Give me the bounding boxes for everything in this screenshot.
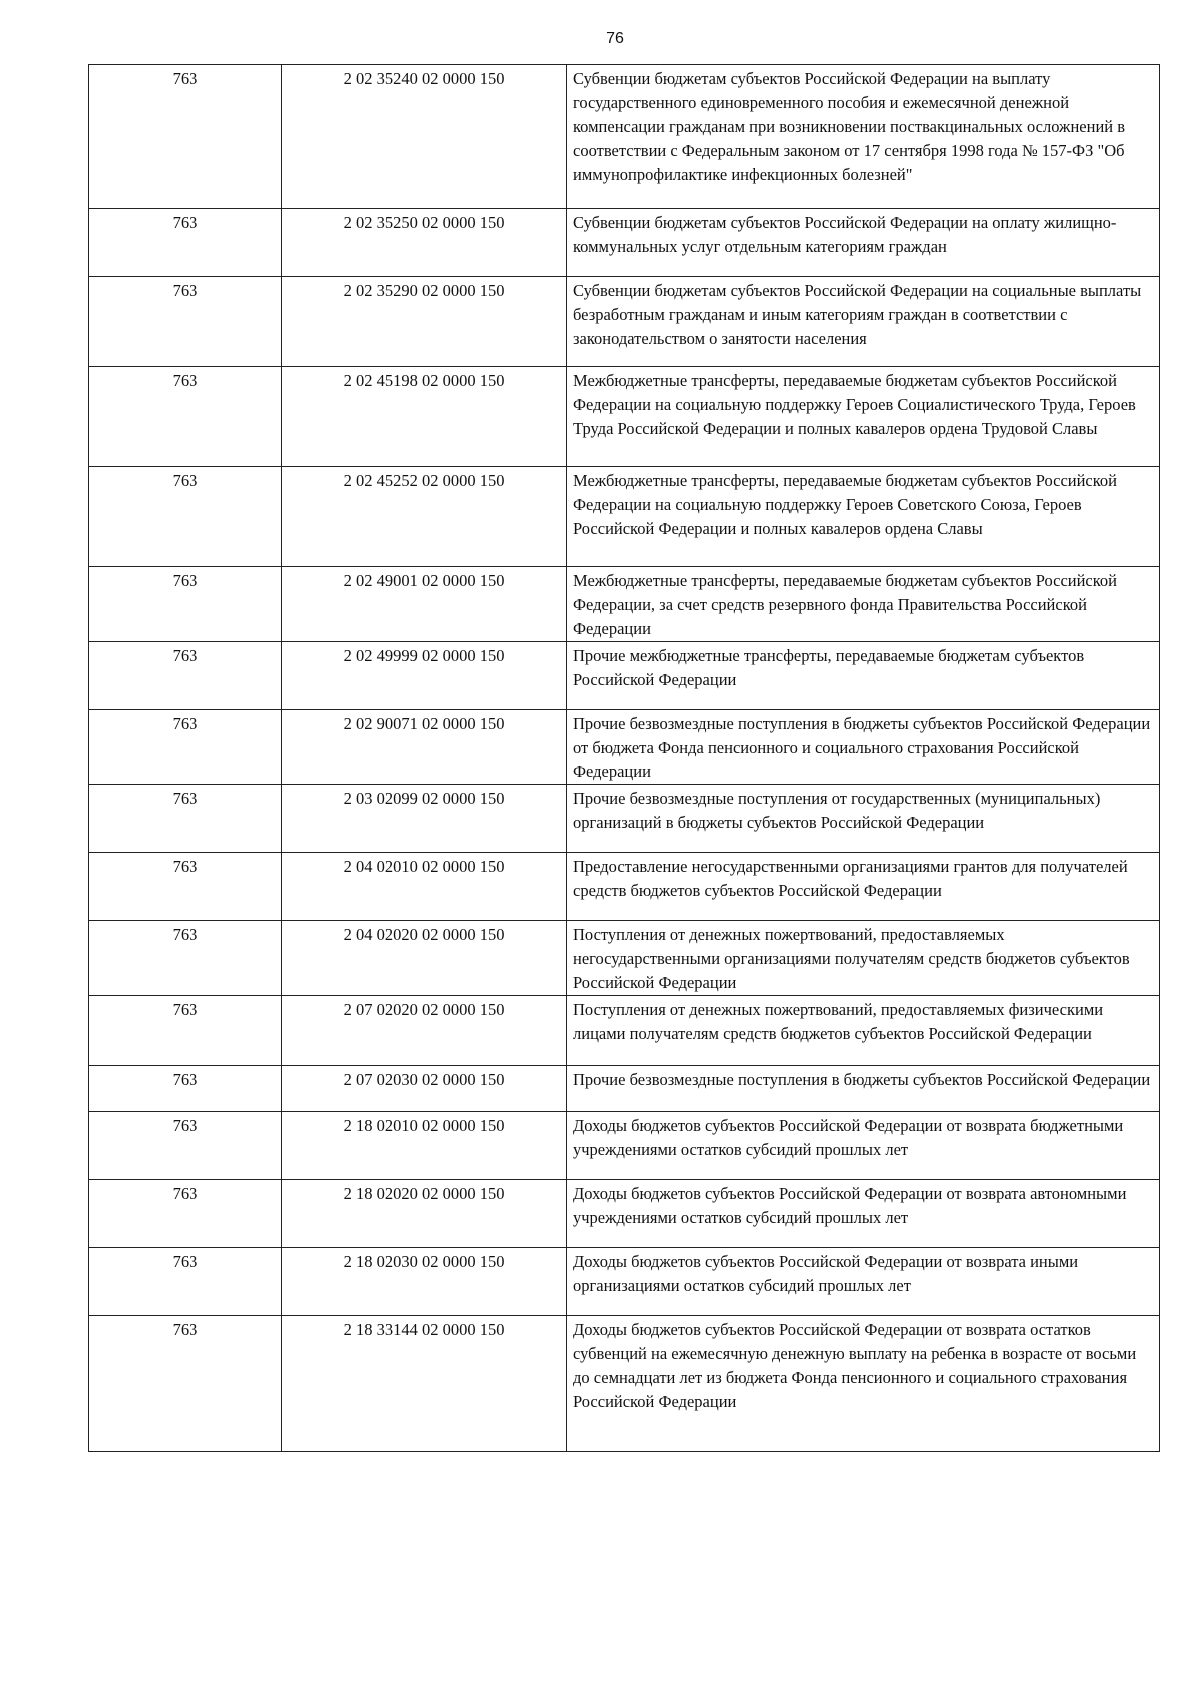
- admin-code-cell: 763: [89, 853, 282, 921]
- income-name-cell: Межбюджетные трансферты, передаваемые бюджетам субъектов Российской Федерации на социальную поддержку Героев Советского Союза, Героев Российской Федерации и полных кавалеров ордена Славы: [567, 467, 1160, 567]
- table-row: [89, 209, 1160, 277]
- admin-code-cell: 763: [89, 710, 282, 785]
- budget-code-cell: 2 04 02010 02 0000 150: [282, 853, 567, 921]
- table-row: [89, 567, 1160, 642]
- income-name-cell: Доходы бюджетов субъектов Российской Федерации от возврата бюджетными учреждениями остатков субсидий прошлых лет: [567, 1112, 1160, 1180]
- budget-code-cell: 2 02 35250 02 0000 150: [282, 209, 567, 277]
- admin-code-cell: 763: [89, 467, 282, 567]
- admin-code-cell: 763: [89, 1316, 282, 1452]
- budget-code-cell: 2 07 02020 02 0000 150: [282, 996, 567, 1066]
- budget-code-cell: 2 02 45252 02 0000 150: [282, 467, 567, 567]
- table-row: [89, 467, 1160, 567]
- income-name-cell: Предоставление негосударственными организациями грантов для получателей средств бюджетов субъектов Российской Федерации: [567, 853, 1160, 921]
- table-row: [89, 1066, 1160, 1112]
- table-row: [89, 367, 1160, 467]
- admin-code-cell: 763: [89, 567, 282, 642]
- budget-code-cell: 2 07 02030 02 0000 150: [282, 1066, 567, 1112]
- table-body: [89, 65, 1160, 1452]
- table-row: [89, 642, 1160, 710]
- admin-code-cell: 763: [89, 1248, 282, 1316]
- table-row: [89, 853, 1160, 921]
- income-name-cell: Доходы бюджетов субъектов Российской Федерации от возврата автономными учреждениями остатков субсидий прошлых лет: [567, 1180, 1160, 1248]
- admin-code-cell: 763: [89, 65, 282, 209]
- admin-code-cell: 763: [89, 1066, 282, 1112]
- income-name-cell: Прочие безвозмездные поступления в бюджеты субъектов Российской Федерации от бюджета Фонда пенсионного и социального страхования Российской Федерации: [567, 710, 1160, 785]
- budget-code-cell: 2 02 35290 02 0000 150: [282, 277, 567, 367]
- budget-code-cell: 2 18 02010 02 0000 150: [282, 1112, 567, 1180]
- table-row: [89, 65, 1160, 209]
- admin-code-cell: 763: [89, 209, 282, 277]
- admin-code-cell: 763: [89, 277, 282, 367]
- budget-code-cell: 2 02 45198 02 0000 150: [282, 367, 567, 467]
- table-row: [89, 921, 1160, 996]
- income-name-cell: Субвенции бюджетам субъектов Российской Федерации на оплату жилищно-коммунальных услуг отдельным категориям граждан: [567, 209, 1160, 277]
- table-row: [89, 277, 1160, 367]
- admin-code-cell: 763: [89, 1180, 282, 1248]
- budget-code-cell: 2 02 49001 02 0000 150: [282, 567, 567, 642]
- budget-code-cell: 2 02 90071 02 0000 150: [282, 710, 567, 785]
- budget-code-cell: 2 03 02099 02 0000 150: [282, 785, 567, 853]
- income-name-cell: Субвенции бюджетам субъектов Российской Федерации на выплату государственного единовременного пособия и ежемесячной денежной компенсации гражданам при возникновении поствакцинальных осложнений в соответствии с Федеральным законом от 17 сентября 1998 года № 157-ФЗ "Об иммунопрофилактике инфекционных болезней": [567, 65, 1160, 209]
- page-number: 76: [606, 30, 624, 47]
- table-row: [89, 1112, 1160, 1180]
- table-row: [89, 710, 1160, 785]
- table-row: [89, 1180, 1160, 1248]
- table-row: [89, 1316, 1160, 1452]
- table-row: [89, 1248, 1160, 1316]
- budget-code-cell: 2 04 02020 02 0000 150: [282, 921, 567, 996]
- table-row: [89, 785, 1160, 853]
- budget-code-cell: 2 18 02030 02 0000 150: [282, 1248, 567, 1316]
- admin-code-cell: 763: [89, 367, 282, 467]
- income-name-cell: Доходы бюджетов субъектов Российской Федерации от возврата иными организациями остатков субсидий прошлых лет: [567, 1248, 1160, 1316]
- income-name-cell: Прочие безвозмездные поступления в бюджеты субъектов Российской Федерации: [567, 1066, 1160, 1112]
- income-name-cell: Поступления от денежных пожертвований, предоставляемых негосударственными организациями получателям средств бюджетов субъектов Российской Федерации: [567, 921, 1160, 996]
- admin-code-cell: 763: [89, 996, 282, 1066]
- admin-code-cell: 763: [89, 1112, 282, 1180]
- admin-code-cell: 763: [89, 642, 282, 710]
- budget-classification-table: [88, 64, 1160, 1452]
- income-name-cell: Межбюджетные трансферты, передаваемые бюджетам субъектов Российской Федерации, за счет средств резервного фонда Правительства Российской Федерации: [567, 567, 1160, 642]
- income-name-cell: Прочие безвозмездные поступления от государственных (муниципальных) организаций в бюджеты субъектов Российской Федерации: [567, 785, 1160, 853]
- income-name-cell: Межбюджетные трансферты, передаваемые бюджетам субъектов Российской Федерации на социальную поддержку Героев Социалистического Труда, Героев Труда Российской Федерации и полных кавалеров ордена Трудовой Славы: [567, 367, 1160, 467]
- budget-code-cell: 2 18 33144 02 0000 150: [282, 1316, 567, 1452]
- income-name-cell: Субвенции бюджетам субъектов Российской Федерации на социальные выплаты безработным гражданам и иным категориям граждан в соответствии с законодательством о занятости населения: [567, 277, 1160, 367]
- budget-code-cell: 2 02 35240 02 0000 150: [282, 65, 567, 209]
- income-name-cell: Доходы бюджетов субъектов Российской Федерации от возврата остатков субвенций на ежемесячную денежную выплату на ребенка в возрасте от восьми до семнадцати лет из бюджета Фонда пенсионного и социального страхования Российской Федерации: [567, 1316, 1160, 1452]
- income-name-cell: Поступления от денежных пожертвований, предоставляемых физическими лицами получателям средств бюджетов субъектов Российской Федерации: [567, 996, 1160, 1066]
- income-name-cell: Прочие межбюджетные трансферты, передаваемые бюджетам субъектов Российской Федерации: [567, 642, 1160, 710]
- table-row: [89, 996, 1160, 1066]
- budget-code-cell: 2 02 49999 02 0000 150: [282, 642, 567, 710]
- budget-code-cell: 2 18 02020 02 0000 150: [282, 1180, 567, 1248]
- admin-code-cell: 763: [89, 921, 282, 996]
- admin-code-cell: 763: [89, 785, 282, 853]
